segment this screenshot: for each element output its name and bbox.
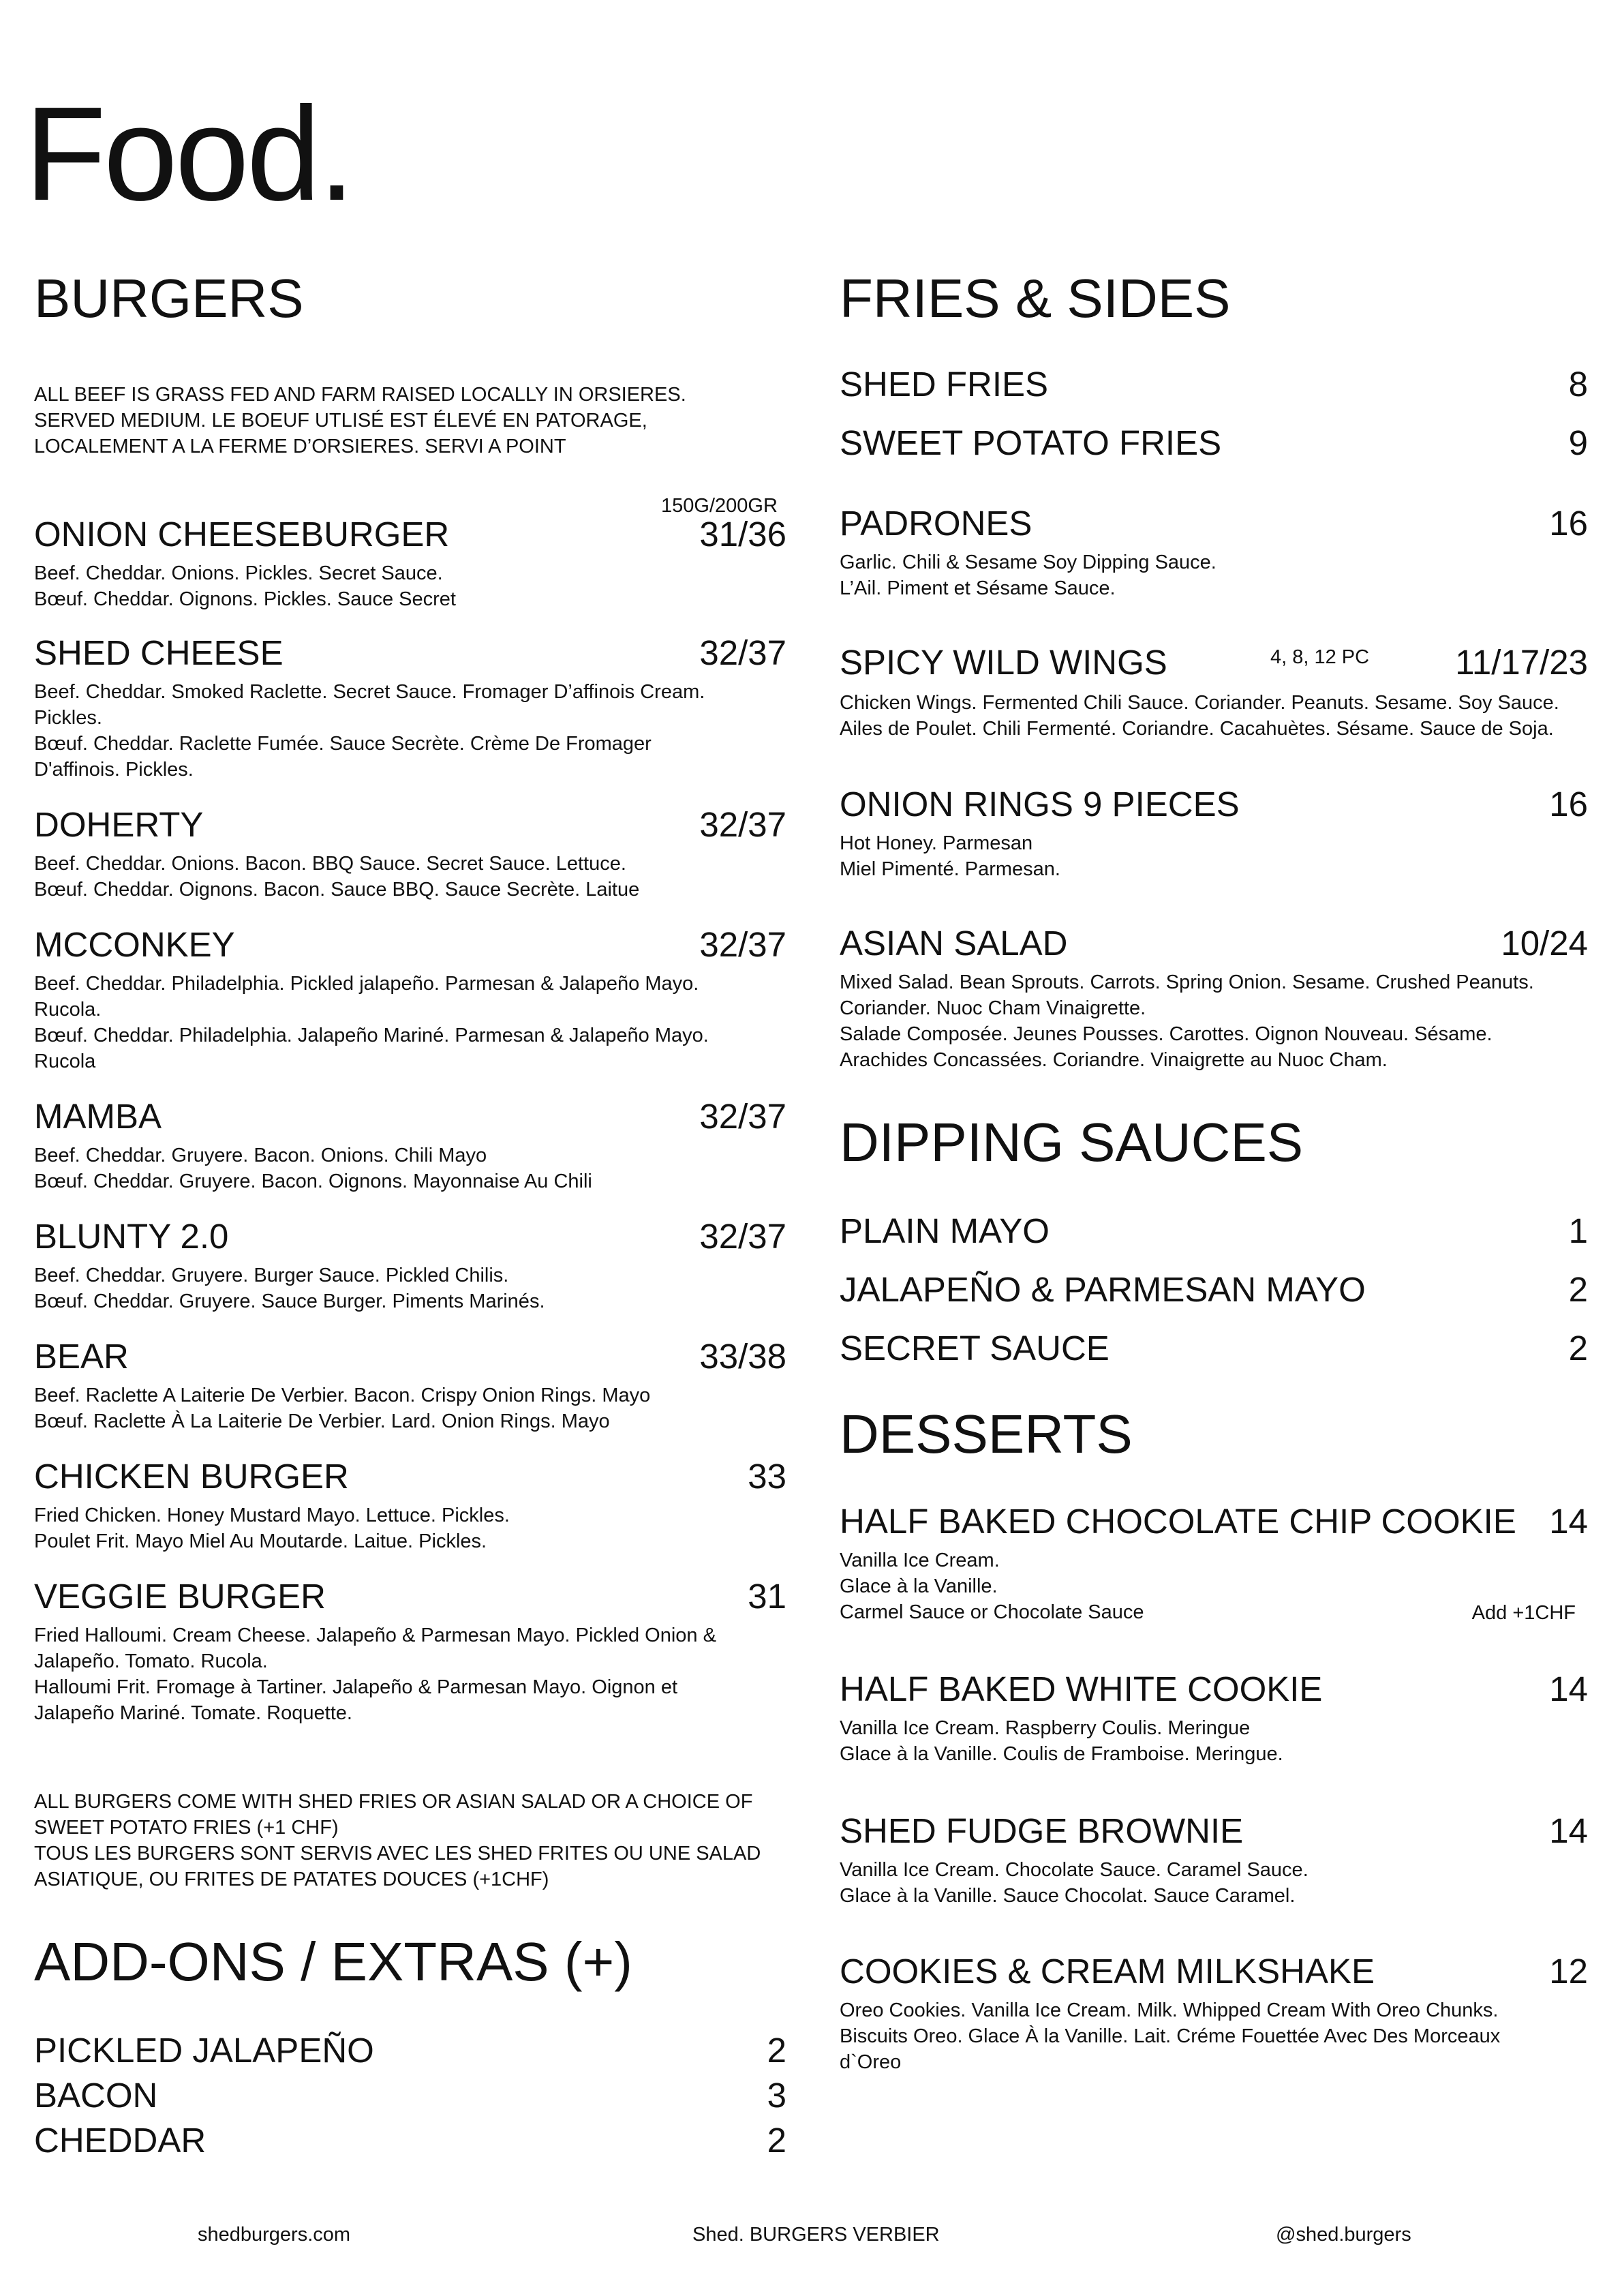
dessert-item-name: SHED FUDGE BROWNIE bbox=[840, 1811, 1244, 1850]
addon-item-name: BACON bbox=[34, 2076, 158, 2115]
description-line: Bœuf. Cheddar. Gruyere. Bacon. Oignons. Mayonnaise Au Chili bbox=[34, 1170, 592, 1192]
description-line: Glace à la Vanille. Sauce Chocolat. Sauce Caramel. bbox=[840, 1885, 1296, 1907]
description-line: Carmel Sauce or Chocolate Sauce bbox=[840, 1601, 1144, 1623]
sauce-item-price: 2 bbox=[1568, 1270, 1588, 1309]
burgers-intro-line: LOCALEMENT A LA FERME D’ORSIERES. SERVI A POINT bbox=[34, 436, 566, 457]
dessert-item-price: 14 bbox=[1549, 1502, 1588, 1541]
side-item-price: 11/17/23 bbox=[1455, 643, 1588, 682]
menu-item-description bbox=[840, 549, 1589, 601]
burgers-intro-line: SERVED MEDIUM. LE BOEUF UTLISÉ EST ÉLEVÉ EN PATORAGE, bbox=[34, 410, 647, 432]
menu-item-description bbox=[840, 690, 1596, 742]
menu-item-price: 33/38 bbox=[699, 1337, 786, 1376]
menu-item-name: BEAR bbox=[34, 1337, 129, 1376]
dessert-item-name: HALF BAKED CHOCOLATE CHIP COOKIE bbox=[840, 1502, 1516, 1541]
description-line: Biscuits Oreo. Glace À la Vanille. Lait. Créme Fouettée Avec Des Morceaux bbox=[840, 2025, 1501, 2047]
side-item-name: SPICY WILD WINGS bbox=[840, 643, 1167, 682]
description-line: Jalapeño. Tomato. Rucola. bbox=[34, 1650, 268, 1672]
description-line: Mixed Salad. Bean Sprouts. Carrots. Spring Onion. Sesame. Crushed Peanuts. bbox=[840, 971, 1534, 993]
footnote-line: ALL BURGERS COME WITH SHED FRIES OR ASIAN SALAD OR A CHOICE OF bbox=[34, 1791, 753, 1813]
menu-item-description bbox=[34, 971, 784, 1074]
menu-item-price: 31 bbox=[748, 1577, 786, 1616]
description-line: L’Ail. Piment et Sésame Sauce. bbox=[840, 577, 1116, 599]
addon-item-name: PICKLED JALAPEÑO bbox=[34, 2031, 374, 2070]
description-line: Ailes de Poulet. Chili Fermenté. Coriandre. Cacahuètes. Sésame. Sauce de Soja. bbox=[840, 718, 1554, 740]
description-line: Vanilla Ice Cream. Chocolate Sauce. Caramel Sauce. bbox=[840, 1859, 1309, 1881]
addon-item-price: 3 bbox=[767, 2076, 786, 2115]
menu-item-name: BLUNTY 2.0 bbox=[34, 1217, 229, 1256]
menu-item-name: MCCONKEY bbox=[34, 925, 235, 964]
side-item-price: 8 bbox=[1568, 365, 1588, 404]
page-title: Food. bbox=[25, 79, 353, 228]
description-line: Beef. Raclette A Laiterie De Verbier. Bacon. Crispy Onion Rings. Mayo bbox=[34, 1385, 651, 1406]
description-line: Bœuf. Cheddar. Philadelphia. Jalapeño Mariné. Parmesan & Jalapeño Mayo. bbox=[34, 1025, 709, 1046]
description-line: Fried Chicken. Honey Mustard Mayo. Lettuce. Pickles. bbox=[34, 1505, 510, 1526]
menu-item-price: 32/37 bbox=[699, 805, 786, 844]
menu-item-price: 32/37 bbox=[699, 1097, 786, 1136]
description-line: Bœuf. Raclette À La Laiterie De Verbier. Lard. Onion Rings. Mayo bbox=[34, 1410, 610, 1432]
description-line: Hot Honey. Parmesan bbox=[840, 832, 1033, 854]
footnote-line: ASIATIQUE, OU FRITES DE PATATES DOUCES (+1CHF) bbox=[34, 1869, 549, 1890]
side-item-price: 9 bbox=[1568, 423, 1588, 462]
side-item-name: ASIAN SALAD bbox=[840, 924, 1068, 963]
addons-heading: ADD-ONS / EXTRAS (+) bbox=[34, 1931, 632, 1992]
addon-item-price: 2 bbox=[767, 2121, 786, 2160]
menu-item-name: DOHERTY bbox=[34, 805, 204, 844]
description-line: Jalapeño Mariné. Tomate. Roquette. bbox=[34, 1702, 352, 1724]
burgers-intro bbox=[34, 382, 784, 459]
burgers-footnote bbox=[34, 1789, 784, 1892]
burgers-intro-line: ALL BEEF IS GRASS FED AND FARM RAISED LOCALLY IN ORSIERES. bbox=[34, 384, 686, 406]
description-line: Chicken Wings. Fermented Chili Sauce. Coriander. Peanuts. Sesame. Soy Sauce. bbox=[840, 692, 1559, 714]
dessert-addon-note: Add +1CHF bbox=[1471, 1602, 1576, 1624]
side-item-price: 10/24 bbox=[1501, 924, 1588, 963]
addon-item-name: CHEDDAR bbox=[34, 2121, 206, 2160]
description-line: Glace à la Vanille. Coulis de Framboise. Meringue. bbox=[840, 1743, 1283, 1765]
sauce-item-name: PLAIN MAYO bbox=[840, 1211, 1050, 1250]
side-item-price: 16 bbox=[1549, 504, 1588, 543]
description-line: Pickles. bbox=[34, 707, 102, 729]
footnote-line: TOUS LES BURGERS SONT SERVIS AVEC LES SHED FRITES OU UNE SALAD bbox=[34, 1843, 761, 1864]
dessert-item-price: 12 bbox=[1549, 1952, 1588, 1991]
menu-item-price: 32/37 bbox=[699, 1217, 786, 1256]
side-item-price: 16 bbox=[1549, 785, 1588, 824]
menu-item-description bbox=[840, 969, 1596, 1073]
sauce-item-name: SECRET SAUCE bbox=[840, 1329, 1110, 1368]
description-line: Bœuf. Cheddar. Oignons. Pickles. Sauce Secret bbox=[34, 588, 456, 610]
description-line: Bœuf. Cheddar. Raclette Fumée. Sauce Secrète. Crème De Fromager bbox=[34, 733, 652, 755]
sauce-item-price: 2 bbox=[1568, 1329, 1588, 1368]
footer-social-link[interactable]: @shed.burgers bbox=[1276, 2224, 1411, 2246]
menu-item-description bbox=[34, 679, 784, 783]
side-item-name: SHED FRIES bbox=[840, 365, 1049, 404]
description-line: Bœuf. Cheddar. Gruyere. Sauce Burger. Piments Marinés. bbox=[34, 1290, 545, 1312]
menu-item-name: ONION CHEESEBURGER bbox=[34, 515, 450, 554]
description-line: Salade Composée. Jeunes Pousses. Carottes. Oignon Nouveau. Sésame. bbox=[840, 1023, 1493, 1045]
description-line: Vanilla Ice Cream. Raspberry Coulis. Meringue bbox=[840, 1717, 1251, 1739]
menu-item-description bbox=[840, 1857, 1589, 1909]
description-line: Bœuf. Cheddar. Oignons. Bacon. Sauce BBQ. Sauce Secrète. Laitue bbox=[34, 879, 640, 901]
description-line: Beef. Cheddar. Gruyere. Burger Sauce. Pickled Chilis. bbox=[34, 1265, 509, 1286]
sauce-item-name: JALAPEÑO & PARMESAN MAYO bbox=[840, 1270, 1366, 1309]
description-line: Beef. Cheddar. Onions. Bacon. BBQ Sauce. Secret Sauce. Lettuce. bbox=[34, 853, 626, 875]
description-line: Beef. Cheddar. Gruyere. Bacon. Onions. Chili Mayo bbox=[34, 1145, 487, 1166]
portion-note: 4, 8, 12 PC bbox=[1270, 646, 1370, 668]
menu-item-description bbox=[34, 1502, 784, 1554]
menu-item-description bbox=[840, 830, 1589, 882]
dessert-item-name: HALF BAKED WHITE COOKIE bbox=[840, 1670, 1323, 1708]
dessert-item-price: 14 bbox=[1549, 1811, 1588, 1850]
side-item-name: SWEET POTATO FRIES bbox=[840, 423, 1222, 462]
dessert-item-price: 14 bbox=[1549, 1670, 1588, 1708]
menu-item-description bbox=[34, 1622, 784, 1726]
description-line: Arachides Concassées. Coriandre. Vinaigrette au Nuoc Cham. bbox=[840, 1049, 1388, 1071]
menu-item-description bbox=[34, 1263, 784, 1314]
menu-item-price: 32/37 bbox=[699, 925, 786, 964]
menu-item-name: SHED CHEESE bbox=[34, 633, 284, 672]
menu-item-name: MAMBA bbox=[34, 1097, 162, 1136]
description-line: Poulet Frit. Mayo Miel Au Moutarde. Laitue. Pickles. bbox=[34, 1530, 487, 1552]
description-line: Rucola. bbox=[34, 999, 102, 1021]
side-item-name: PADRONES bbox=[840, 504, 1032, 543]
menu-item-price: 33 bbox=[748, 1457, 786, 1496]
description-line: Rucola bbox=[34, 1051, 96, 1072]
menu-item-description bbox=[840, 1715, 1589, 1767]
description-line: Beef. Cheddar. Philadelphia. Pickled jalapeño. Parmesan & Jalapeño Mayo. bbox=[34, 973, 699, 995]
description-line: Halloumi Frit. Fromage à Tartiner. Jalapeño & Parmesan Mayo. Oignon et bbox=[34, 1676, 678, 1698]
dessert-item-name: COOKIES & CREAM MILKSHAKE bbox=[840, 1952, 1375, 1991]
description-line: Garlic. Chili & Sesame Soy Dipping Sauce. bbox=[840, 552, 1216, 573]
menu-item-name: VEGGIE BURGER bbox=[34, 1577, 326, 1616]
description-line: Coriander. Nuoc Cham Vinaigrette. bbox=[840, 997, 1146, 1019]
description-line: Miel Pimenté. Parmesan. bbox=[840, 858, 1060, 880]
description-line: Vanilla Ice Cream. bbox=[840, 1550, 1000, 1571]
menu-item-price: 32/37 bbox=[699, 633, 786, 672]
description-line: Glace à la Vanille. bbox=[840, 1575, 998, 1597]
footer-brand: Shed. BURGERS VERBIER bbox=[692, 2224, 940, 2246]
description-line: Fried Halloumi. Cream Cheese. Jalapeño & Parmesan Mayo. Pickled Onion & bbox=[34, 1625, 716, 1646]
menu-item-name: CHICKEN BURGER bbox=[34, 1457, 349, 1496]
menu-item-description bbox=[34, 1143, 784, 1194]
desserts-heading: DESSERTS bbox=[840, 1404, 1133, 1464]
description-line: D'affinois. Pickles. bbox=[34, 759, 194, 781]
footnote-line: SWEET POTATO FRIES (+1 CHF) bbox=[34, 1817, 339, 1839]
menu-item-description bbox=[840, 1547, 1521, 1625]
menu-item-description bbox=[34, 560, 784, 612]
side-item-name: ONION RINGS 9 PIECES bbox=[840, 785, 1240, 824]
sauces-heading: DIPPING SAUCES bbox=[840, 1112, 1304, 1173]
burger-size-note: 150G/200GR bbox=[661, 495, 778, 517]
description-line: d`Oreo bbox=[840, 2051, 902, 2073]
sauce-item-price: 1 bbox=[1568, 1211, 1588, 1250]
description-line: Beef. Cheddar. Smoked Raclette. Secret Sauce. Fromager D’affinois Cream. bbox=[34, 681, 705, 703]
addon-item-price: 2 bbox=[767, 2031, 786, 2070]
menu-item-description bbox=[840, 1997, 1589, 2075]
burgers-heading: BURGERS bbox=[34, 268, 304, 329]
description-line: Oreo Cookies. Vanilla Ice Cream. Milk. Whipped Cream With Oreo Chunks. bbox=[840, 1999, 1499, 2021]
menu-item-description bbox=[34, 851, 784, 903]
description-line: Beef. Cheddar. Onions. Pickles. Secret Sauce. bbox=[34, 562, 443, 584]
fries-heading: FRIES & SIDES bbox=[840, 268, 1231, 329]
footer-website-link[interactable]: shedburgers.com bbox=[198, 2224, 351, 2246]
menu-item-description bbox=[34, 1383, 784, 1434]
menu-item-price: 31/36 bbox=[699, 515, 786, 554]
